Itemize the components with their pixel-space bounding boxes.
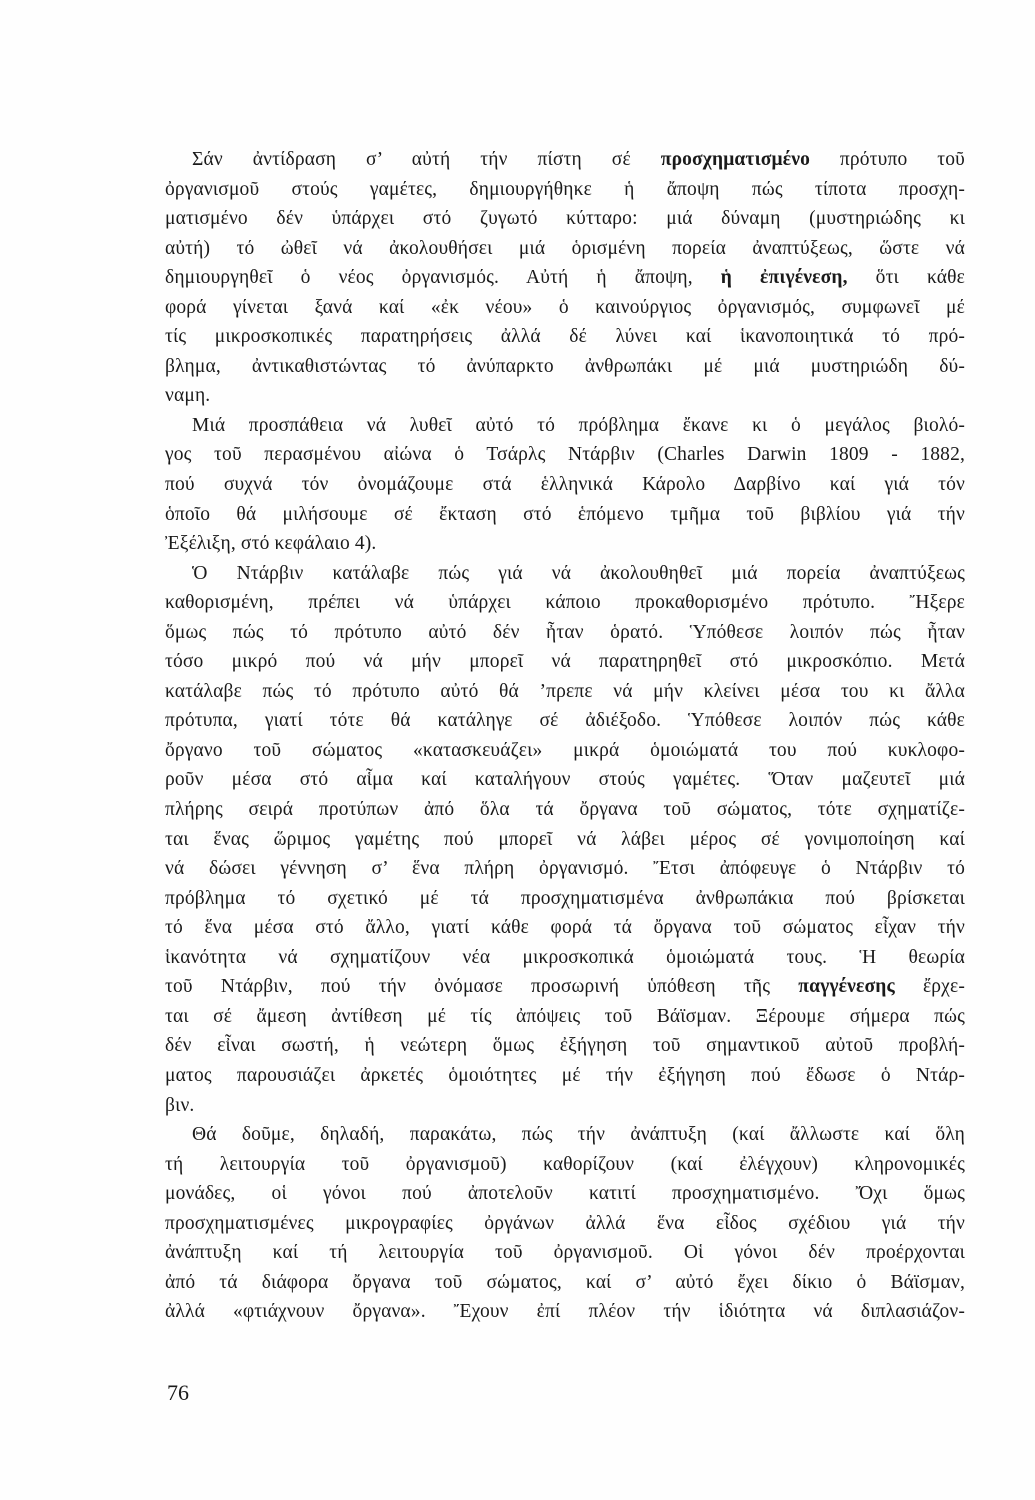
text-line bbox=[165, 736, 965, 766]
text-line bbox=[165, 825, 965, 855]
text-run: τοῦ Ντάρβιν, πού τήν ὀνόμασε προσωρινή ὑπόθεση τῆς bbox=[165, 976, 799, 998]
text-line bbox=[165, 795, 965, 825]
text-line bbox=[165, 559, 965, 589]
text-line bbox=[165, 293, 965, 323]
text-line bbox=[165, 204, 965, 234]
text-line bbox=[165, 588, 965, 618]
text-line bbox=[165, 1031, 965, 1061]
text-line bbox=[165, 618, 965, 648]
text-line bbox=[165, 500, 965, 530]
text-run: τίς μικροσκοπικές παρατηρήσεις ἀλλά δέ λύνει καί ἱκανοποιητικά τό πρό- bbox=[165, 326, 965, 348]
text-line bbox=[165, 884, 965, 914]
text-run: ματισμένο δέν ὑπάρχει στό ζυγωτό κύτταρο: μιά δύναμη (μυστηριώδης κι bbox=[165, 208, 965, 230]
text-line bbox=[165, 529, 965, 559]
text-line bbox=[165, 1091, 965, 1121]
text-run: τή λειτουργία τοῦ ὀργανισμοῦ) καθορίζουν (καί ἐλέγχουν) κληρονομικές bbox=[165, 1153, 965, 1175]
paragraph bbox=[165, 145, 965, 411]
text-run: Σάν ἀντίδραση σ’ αὐτή τήν πίστη σέ bbox=[192, 149, 661, 170]
page-body-text bbox=[165, 145, 965, 1327]
text-run: ἀλλά «φτιάχνουν ὄργανα». Ἔχουν ἐπί πλέον τήν ἱδιότητα νά διπλασιάζον- bbox=[165, 1301, 965, 1323]
text-line bbox=[165, 1120, 965, 1150]
paragraph bbox=[165, 411, 965, 559]
text-line bbox=[165, 913, 965, 943]
text-run: πού συχνά τόν ὀνομάζουμε στά ἑλληνικά Κάρολο Δαρβίνο καί γιά τόν bbox=[165, 474, 965, 496]
text-run: τό ἕνα μέσα στό ἄλλο, γιατί κάθε φορά τά ὄργανα τοῦ σώματος εἶχαν τήν bbox=[165, 917, 965, 939]
text-run: ναμη. bbox=[165, 385, 211, 407]
text-line bbox=[165, 1002, 965, 1032]
text-line bbox=[165, 854, 965, 884]
text-run: νά δώσει γέννηση σ’ ἕνα πλήρη ὀργανισμό. Ἔτσι ἀπόφευγε ὁ Ντάρβιν τό bbox=[165, 858, 965, 880]
text-line bbox=[165, 263, 965, 293]
text-run: ροῦν μέσα στό αἷμα καί καταλήγουν στούς γαμέτες. Ὅταν μαζευτεῖ μιά bbox=[165, 769, 965, 791]
text-run: ὄργανο τοῦ σώματος «κατασκευάζει» μικρά ὁμοιώματά του πού κυκλοφο- bbox=[165, 739, 965, 761]
text-run: πρότυπα, γιατί τότε θά κατάληγε σέ ἀδιέξοδο. Ὑπόθεσε λοιπόν πώς κάθε bbox=[165, 710, 965, 732]
text-run: βλημα, ἀντικαθιστώντας τό ἀνύπαρκτο ἀνθρωπάκι μέ μιά μυστηριώδη δύ- bbox=[165, 355, 965, 377]
text-line bbox=[165, 1268, 965, 1298]
text-run: Ἐξέλιξη, στό κεφάλαιο 4). bbox=[165, 533, 377, 555]
text-run: προσχηματισμένες μικρογραφίες ὀργάνων ἀλλά ἕνα εἶδος σχέδιου γιά τήν bbox=[165, 1212, 965, 1234]
text-run: πρότυπο τοῦ bbox=[809, 149, 965, 170]
text-line bbox=[165, 1179, 965, 1209]
text-run: καθορισμένη, πρέπει νά ὑπάρχει κάποιο προκαθορισμένο πρότυπο. Ἤξερε bbox=[165, 592, 965, 614]
text-run: πρόβλημα τό σχετικό μέ τά προσχηματισμένα ἀνθρωπάκια πού βρίσκεται bbox=[165, 887, 965, 909]
text-run: ἱκανότητα νά σχηματίζουν νέα μικροσκοπικά ὁμοιώματά τους. Ἡ θεωρία bbox=[165, 946, 965, 968]
paragraph bbox=[165, 1120, 965, 1327]
text-line bbox=[165, 972, 965, 1002]
text-run: ὅμως πώς τό πρότυπο αὐτό δέν ἦταν ὁρατό. Ὑπόθεσε λοιπόν πώς ἦταν bbox=[165, 621, 965, 643]
bold-term: παγγένεσης bbox=[798, 976, 895, 998]
text-run: ὅτι κάθε bbox=[847, 267, 965, 289]
text-run: ὀργανισμοῦ στούς γαμέτες, δημιουργήθηκε ἡ ἄποψη πώς τίποτα προσχη- bbox=[165, 178, 965, 200]
text-line bbox=[165, 234, 965, 264]
text-run: Ὁ Ντάρβιν κατάλαβε πώς γιά νά ἀκολουθηθεῖ μιά πορεία ἀναπτύξεως bbox=[192, 562, 965, 584]
text-line bbox=[165, 1297, 965, 1327]
page-number: 76 bbox=[167, 1380, 189, 1405]
text-line bbox=[165, 322, 965, 352]
bold-term: ἡ ἐπιγένεση, bbox=[720, 267, 848, 289]
text-line bbox=[165, 1150, 965, 1180]
text-line bbox=[165, 470, 965, 500]
text-run: ἔρχε- bbox=[894, 976, 965, 998]
text-line bbox=[165, 1061, 965, 1091]
text-run: γος τοῦ περασμένου αἰώνα ὁ Τσάρλς Ντάρβιν (Charles Darwin 1809 - 1882, bbox=[165, 444, 965, 466]
text-run: ἀνάπτυξη καί τή λειτουργία τοῦ ὀργανισμοῦ. Οἱ γόνοι δέν προέρχονται bbox=[165, 1242, 965, 1264]
text-run: Μιά προσπάθεια νά λυθεῖ αὐτό τό πρόβλημα ἔκανε κι ὁ μεγάλος βιολό- bbox=[192, 414, 965, 436]
text-line bbox=[165, 677, 965, 707]
text-run: δημιουργηθεῖ ὁ νέος ὀργανισμός. Αὐτή ἡ ἄποψη, bbox=[165, 267, 721, 289]
text-line bbox=[165, 647, 965, 677]
text-run: ματος παρουσιάζει ἀρκετές ὁμοιότητες μέ τήν ἐξήγηση πού ἔδωσε ὁ Ντάρ- bbox=[165, 1064, 965, 1086]
text-line bbox=[165, 381, 965, 411]
text-run: φορά γίνεται ξανά καί «ἐκ νέου» ὁ καινούργιος ὀργανισμός, συμφωνεῖ μέ bbox=[165, 296, 965, 318]
text-line bbox=[165, 1209, 965, 1239]
text-run: βιν. bbox=[165, 1094, 195, 1116]
bold-term: προσχηματισμένο bbox=[660, 149, 810, 170]
text-line bbox=[165, 145, 965, 175]
text-run: Θά δοῦμε, δηλαδή, παρακάτω, πώς τήν ἀνάπτυξη (καί ἄλλωστε καί ὅλη bbox=[192, 1124, 965, 1146]
text-run: δέν εἶναι σωστή, ἡ νεώτερη ὅμως ἐξήγηση τοῦ σημαντικοῦ αὐτοῦ προβλή- bbox=[165, 1035, 965, 1057]
text-line bbox=[165, 1238, 965, 1268]
paragraph bbox=[165, 559, 965, 1120]
text-run: ται σέ ἄμεση ἀντίθεση μέ τίς ἀπόψεις τοῦ Βάϊσμαν. Ξέρουμε σήμερα πώς bbox=[165, 1005, 965, 1027]
text-line bbox=[165, 440, 965, 470]
text-run: τόσο μικρό πού νά μήν μπορεῖ νά παρατηρηθεῖ στό μικροσκόπιο. Μετά bbox=[165, 651, 965, 673]
text-run: κατάλαβε πώς τό πρότυπο αὐτό θά ’πρεπε νά μήν κλείνει μέσα του κι ἄλλα bbox=[165, 680, 965, 702]
text-line bbox=[165, 411, 965, 441]
text-line bbox=[165, 943, 965, 973]
text-line bbox=[165, 706, 965, 736]
text-line bbox=[165, 765, 965, 795]
text-run: ὁποῖο θά μιλήσουμε σέ ἔκταση στό ἑπόμενο τμῆμα τοῦ βιβλίου γιά τήν bbox=[165, 503, 965, 525]
text-run: ται ἕνας ὥριμος γαμέτης πού μπορεῖ νά λάβει μέρος σέ γονιμοποίηση καί bbox=[165, 828, 965, 850]
text-line bbox=[165, 175, 965, 205]
text-line bbox=[165, 352, 965, 382]
text-run: ἀπό τά διάφορα ὄργανα τοῦ σώματος, καί σ’ αὐτό ἔχει δίκιο ὁ Βάϊσμαν, bbox=[165, 1271, 965, 1293]
text-run: πλήρης σειρά προτύπων ἀπό ὅλα τά ὄργανα τοῦ σώματος, τότε σχηματίζε- bbox=[165, 799, 965, 821]
text-run: αὐτή) τό ὠθεῖ νά ἀκολουθήσει μιά ὁρισμένη πορεία ἀναπτύξεως, ὥστε νά bbox=[165, 237, 965, 259]
text-run: μονάδες, οἱ γόνοι πού ἀποτελοῦν κατιτί προσχηματισμένο. Ὄχι ὅμως bbox=[165, 1183, 965, 1205]
